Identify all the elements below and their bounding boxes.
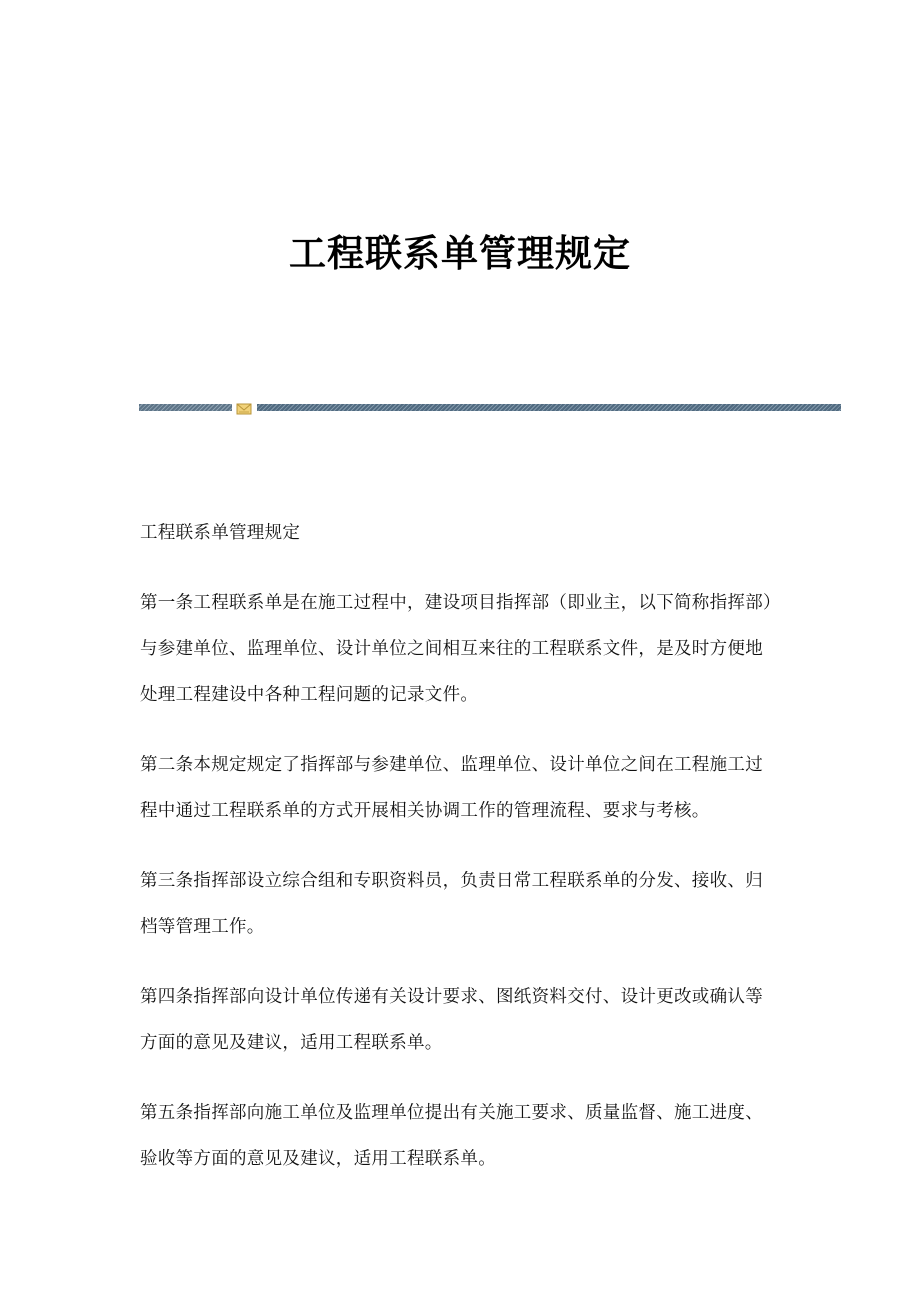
envelope-ornament-icon: [236, 401, 252, 415]
body-subtitle: 工程联系单管理规定: [140, 523, 301, 543]
article-1: 第一条工程联系单是在施工过程中，建设项目指挥部（即业主，以下简称指挥部）与参建单位、监理单位、设计单位之间相互来往的工程联系文件，是及时方便地处理工程建设中各种工程问题的记录文件。: [140, 593, 773, 705]
document-body: [140, 510, 780, 1206]
document-title: 工程联系单管理规定: [289, 232, 631, 275]
article-5: 第五条指挥部向施工单位及监理单位提出有关施工要求、质量监督、施工进度、验收等方面的意见及建议，适用工程联系单。: [140, 1103, 763, 1169]
article-2: 第二条本规定规定了指挥部与参建单位、监理单位、设计单位之间在工程施工过程中通过工程联系单的方式开展相关协调工作的管理流程、要求与考核。: [140, 755, 763, 821]
article-3: 第三条指挥部设立综合组和专职资料员，负责日常工程联系单的分发、接收、归档等管理工作。: [140, 871, 763, 937]
divider-bar-left: [139, 404, 232, 411]
divider-bar-right: [257, 404, 841, 411]
article-4: 第四条指挥部向设计单位传递有关设计要求、图纸资料交付、设计更改或确认等方面的意见及建议，适用工程联系单。: [140, 987, 763, 1053]
title-divider: [139, 401, 841, 415]
